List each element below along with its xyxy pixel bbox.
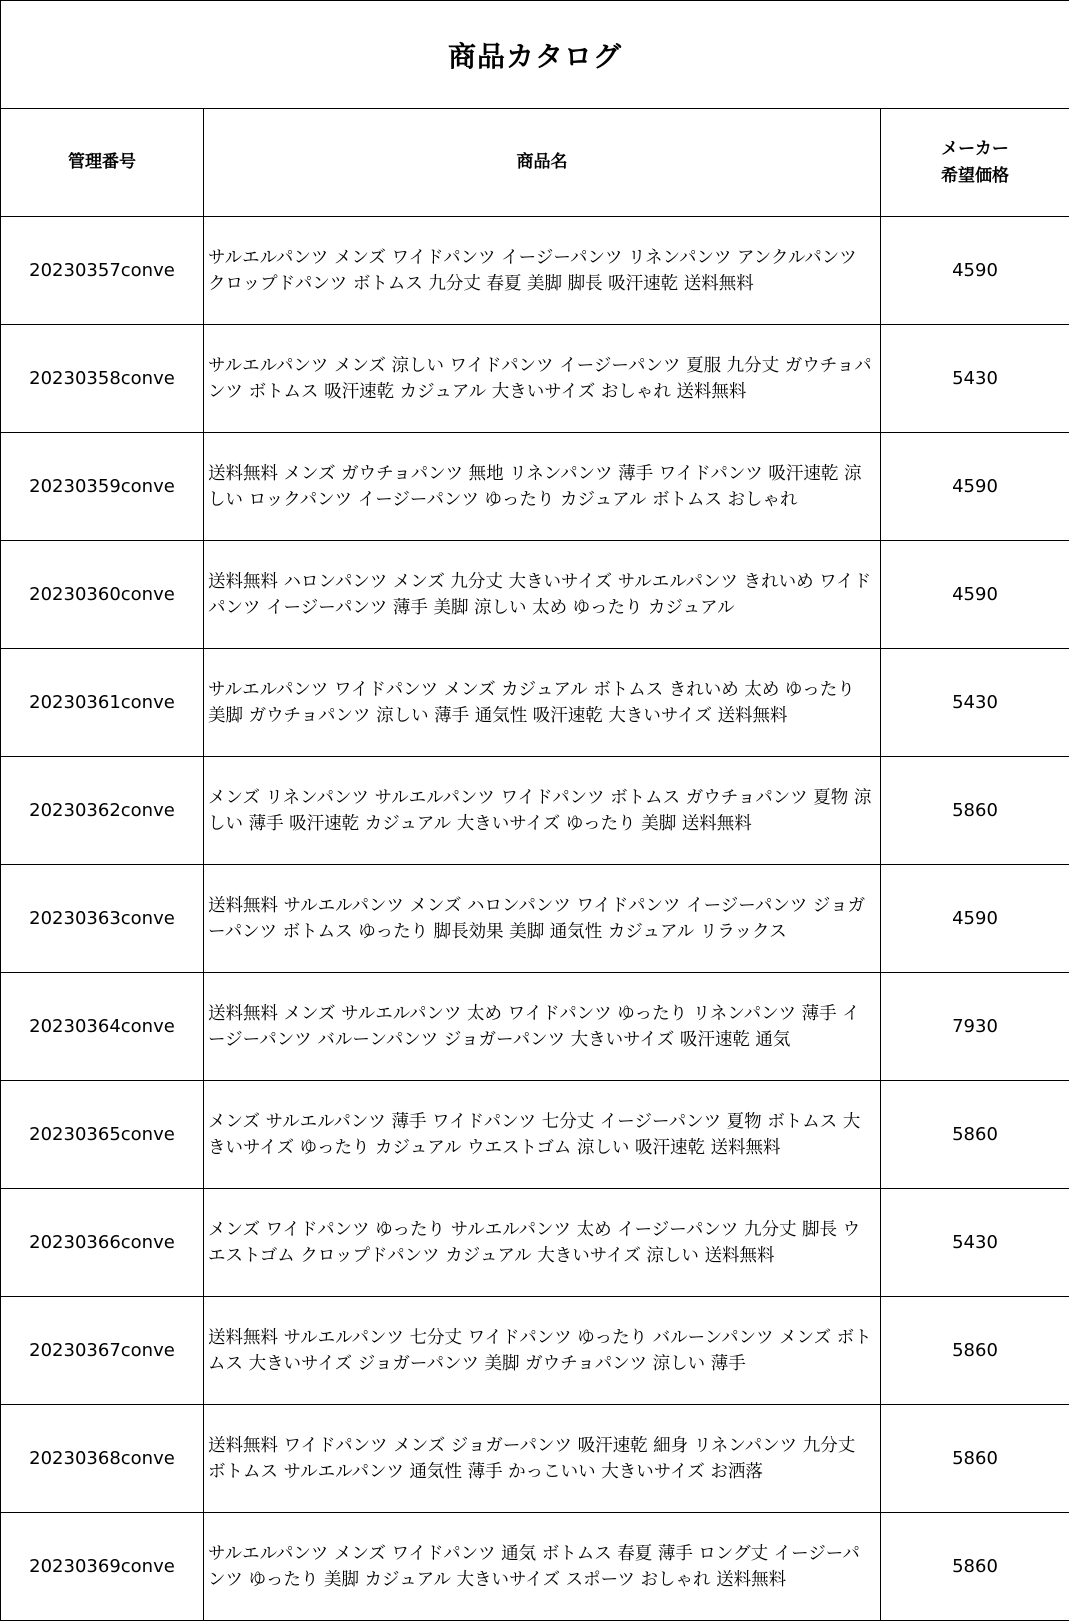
- table-row: [1, 1297, 1069, 1405]
- item-id: 20230360conve: [1, 541, 204, 649]
- item-name: サルエルパンツ メンズ ワイドパンツ イージーパンツ リネンパンツ アンクルパンツ クロップドパンツ ボトムス 九分丈 春夏 美脚 脚長 吸汗速乾 送料無料: [204, 217, 881, 325]
- title-row: [1, 1, 1069, 109]
- item-id: 20230359conve: [1, 433, 204, 541]
- header-price: [881, 109, 1069, 217]
- item-price: 5860: [881, 1405, 1069, 1513]
- item-name: サルエルパンツ メンズ 涼しい ワイドパンツ イージーパンツ 夏服 九分丈 ガウチョパンツ ボトムス 吸汗速乾 カジュアル 大きいサイズ おしゃれ 送料無料: [204, 325, 881, 433]
- item-price: 4590: [881, 541, 1069, 649]
- table-row: [1, 433, 1069, 541]
- item-price: 5860: [881, 1297, 1069, 1405]
- item-id: 20230364conve: [1, 973, 204, 1081]
- item-price: 5430: [881, 649, 1069, 757]
- table-row: [1, 649, 1069, 757]
- item-name: メンズ サルエルパンツ 薄手 ワイドパンツ 七分丈 イージーパンツ 夏物 ボトムス 大きいサイズ ゆったり カジュアル ウエストゴム 涼しい 吸汗速乾 送料無料: [204, 1081, 881, 1189]
- item-id: 20230362conve: [1, 757, 204, 865]
- item-name: 送料無料 サルエルパンツ メンズ ハロンパンツ ワイドパンツ イージーパンツ ジョガーパンツ ボトムス ゆったり 脚長効果 美脚 通気性 カジュアル リラックス: [204, 865, 881, 973]
- header-row: [1, 109, 1069, 217]
- table-row: [1, 541, 1069, 649]
- page-title: 商品カタログ: [1, 1, 1069, 109]
- header-price-line2: 希望価格: [941, 165, 1010, 186]
- item-id: 20230369conve: [1, 1513, 204, 1621]
- table-row: [1, 973, 1069, 1081]
- table-row: [1, 217, 1069, 325]
- item-price: 5860: [881, 1513, 1069, 1621]
- item-id: 20230357conve: [1, 217, 204, 325]
- header-id: 管理番号: [1, 109, 204, 217]
- table-row: [1, 325, 1069, 433]
- header-price-line1: メーカー: [941, 138, 1009, 159]
- item-name: メンズ リネンパンツ サルエルパンツ ワイドパンツ ボトムス ガウチョパンツ 夏物 涼しい 薄手 吸汗速乾 カジュアル 大きいサイズ ゆったり 美脚 送料無料: [204, 757, 881, 865]
- item-price: 5430: [881, 1189, 1069, 1297]
- item-id: 20230363conve: [1, 865, 204, 973]
- item-name: サルエルパンツ メンズ ワイドパンツ 通気 ボトムス 春夏 薄手 ロング丈 イージーパンツ ゆったり 美脚 カジュアル 大きいサイズ スポーツ おしゃれ 送料無料: [204, 1513, 881, 1621]
- item-id: 20230366conve: [1, 1189, 204, 1297]
- item-name: メンズ ワイドパンツ ゆったり サルエルパンツ 太め イージーパンツ 九分丈 脚長 ウエストゴム クロップドパンツ カジュアル 大きいサイズ 涼しい 送料無料: [204, 1189, 881, 1297]
- header-name: 商品名: [204, 109, 881, 217]
- item-id: 20230365conve: [1, 1081, 204, 1189]
- item-name: 送料無料 サルエルパンツ 七分丈 ワイドパンツ ゆったり バルーンパンツ メンズ ボトムス 大きいサイズ ジョガーパンツ 美脚 ガウチョパンツ 涼しい 薄手: [204, 1297, 881, 1405]
- table-row: [1, 1405, 1069, 1513]
- item-name: 送料無料 メンズ ガウチョパンツ 無地 リネンパンツ 薄手 ワイドパンツ 吸汗速乾 涼しい ロックパンツ イージーパンツ ゆったり カジュアル ボトムス おしゃれ: [204, 433, 881, 541]
- item-id: 20230367conve: [1, 1297, 204, 1405]
- table-row: [1, 757, 1069, 865]
- item-price: 4590: [881, 865, 1069, 973]
- item-price: 5860: [881, 757, 1069, 865]
- table-row: [1, 865, 1069, 973]
- item-price: 4590: [881, 217, 1069, 325]
- item-price: 5860: [881, 1081, 1069, 1189]
- item-id: 20230368conve: [1, 1405, 204, 1513]
- item-price: 7930: [881, 973, 1069, 1081]
- item-id: 20230361conve: [1, 649, 204, 757]
- item-name: サルエルパンツ ワイドパンツ メンズ カジュアル ボトムス きれいめ 太め ゆったり 美脚 ガウチョパンツ 涼しい 薄手 通気性 吸汗速乾 大きいサイズ 送料無料: [204, 649, 881, 757]
- item-price: 5430: [881, 325, 1069, 433]
- table-row: [1, 1513, 1069, 1621]
- item-name: 送料無料 ハロンパンツ メンズ 九分丈 大きいサイズ サルエルパンツ きれいめ ワイドパンツ イージーパンツ 薄手 美脚 涼しい 太め ゆったり カジュアル: [204, 541, 881, 649]
- item-price: 4590: [881, 433, 1069, 541]
- item-name: 送料無料 メンズ サルエルパンツ 太め ワイドパンツ ゆったり リネンパンツ 薄手 イージーパンツ バルーンパンツ ジョガーパンツ 大きいサイズ 吸汗速乾 通気: [204, 973, 881, 1081]
- item-name: 送料無料 ワイドパンツ メンズ ジョガーパンツ 吸汗速乾 細身 リネンパンツ 九分丈 ボトムス サルエルパンツ 通気性 薄手 かっこいい 大きいサイズ お洒落: [204, 1405, 881, 1513]
- table-row: [1, 1081, 1069, 1189]
- item-id: 20230358conve: [1, 325, 204, 433]
- table-row: [1, 1189, 1069, 1297]
